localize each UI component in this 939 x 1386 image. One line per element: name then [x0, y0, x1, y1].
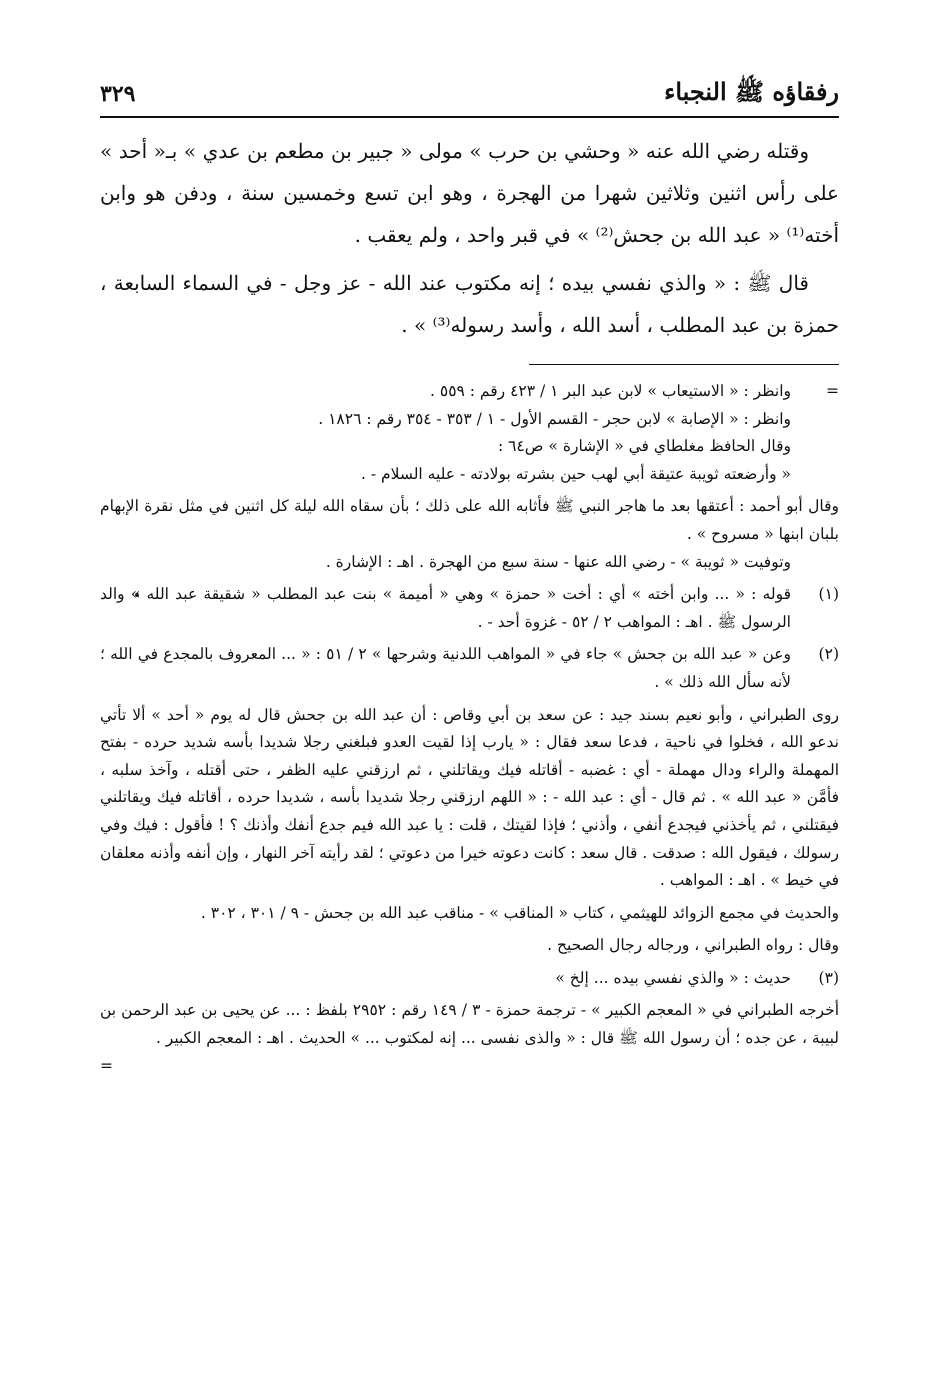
- footnote-text: وقال : رواه الطبراني ، ورجاله رجال الصحيح .: [547, 936, 839, 955]
- page-header: [100, 72, 839, 118]
- footnote-number: (١): [818, 585, 839, 604]
- footnote-continued: [100, 378, 839, 488]
- footnote-text: قوله : « ... وابن أخته » أي : أخت « حمزة » وهي « أميمة » بنت عبد المطلب « شقيقة عبد الله » والد الرسول ﷺ . اهـ : المواهب ٢ / ٥٢ - غزوة أحد - .: [100, 585, 791, 631]
- footnote-3-body: [100, 997, 839, 1080]
- footnote-number: (٣): [818, 968, 839, 987]
- main-text: [100, 130, 839, 352]
- footnote-3: [100, 965, 839, 993]
- footnote-line: وتوفيت « ثويبة » - رضي الله عنها - سنة سبع من الهجرة . اهـ : الإشارة .: [325, 552, 791, 571]
- footnotes: [100, 378, 839, 1085]
- footnote-text: أخرجه الطبراني في « المعجم الكبير » - ترجمة حمزة - ٣ / ١٤٩ رقم : ٢٩٥٢ بلفظ : ... عن يحيى بن عبد الرحمن بن لبيبة ، عن جده ؛ أن رسول الله ﷺ قال : « والذى نفسى ... إنه لمكتوب ... » الحديث . اهـ : المعجم الكبير .: [100, 1001, 839, 1048]
- footnote-continued-block: [100, 493, 839, 576]
- page-number: ٣٢٩: [100, 81, 136, 107]
- footnote-line: وانظر : « الإصابة » لابن حجر - القسم الأول - ١ / ٣٥٣ - ٣٥٤ رقم : ١٨٢٦ .: [318, 409, 791, 428]
- running-title: رفقاؤه ﷺ النجباء: [664, 76, 839, 106]
- footnote-2: [100, 641, 839, 696]
- footnote-1: [100, 581, 839, 636]
- footnote-text: والحديث في مجمع الزوائد للهيثمي ، كتاب « المناقب » - مناقب عبد الله بن جحش - ٩ / ٣٠١ ، ٣٠٢ .: [200, 903, 839, 922]
- footnote-number: (٢): [818, 645, 839, 664]
- continuation-mark: =: [100, 1056, 113, 1075]
- main-paragraph: وقتله رضي الله عنه « وحشي بن حرب » مولى « جبير بن مطعم بن عدي » بـ« أحد » على رأس اثنين وثلاثين شهرا من الهجرة ، وهو ابن تسع وخمسين سنة ، ودفن هو وابن أخته⁽¹⁾ « عبد الله بن جحش⁽²⁾ » في قبر واحد ، ولم يعقب .: [100, 139, 839, 247]
- footnote-text: وعن « عبد الله بن جحش » جاء في « المواهب اللدنية وشرحها » ٢ / ٥١ : « ... المعروف بالمجدع في الله ؛ لأنه سأل الله ذلك » .: [100, 645, 791, 691]
- footnote-text: حديث : « والذي نفسي بيده ... إلخ »: [555, 968, 791, 987]
- footnote-line: وقال أبو أحمد : أعتقها بعد ما هاجر النبي ﷺ فأثابه الله على ذلك ؛ بأن سقاه الله ليلة كل اثنين في مثل نقرة الإبهام بلبان ابنها « مسروح » .: [100, 497, 839, 543]
- footnote-2-body: [100, 702, 839, 960]
- footnote-separator: [529, 364, 839, 365]
- footnote-line: « وأرضعته ثويبة عتيقة أبي لهب حين بشرته بولادته - عليه السلام - .: [361, 464, 791, 483]
- footnote-line: وانظر : « الاستيعاب » لابن عبد البر ١ / ٤٢٣ رقم : ٥٥٩ .: [430, 382, 791, 400]
- footnote-line: وقال الحافظ مغلطاي في « الإشارة » ص٦٤ :: [497, 437, 791, 456]
- main-paragraph: قال ﷺ : « والذي نفسي بيده ؛ إنه مكتوب عند الله - عز وجل - في السماء السابعة ، حمزة بن عبد المطلب ، أسد الله ، وأسد رسوله⁽³⁾ » .: [100, 271, 839, 337]
- footnote-text: روى الطبراني ، وأبو نعيم بسند جيد : عن سعد بن أبي وقاص : أن عبد الله بن جحش قال له يوم « أحد » ألا تأتي ندعو الله ، فخلوا في ناحية ، فدعا سعد فقال : « يارب إذا لقيت العدو فبلغني رجلا شديدا بأسه شديد حرده - بفتح المهملة والراء ودال مهملة - أي : غضبه - أقاتله فيك ويقاتلني ، ثم ارزقني عليه الظفر ، حتى أقتله ، وآخذ سلبه ، فأمَّن « عبد الله » . ثم قال - أي : عبد الله - : « اللهم ارزقني رجلا شديدا بأسه ، شديدا حرده ، أقاتله فيك ويقاتلني فيقتلني ، ثم يأخذني فيجدع أنفي ، وأذني ؛ فإذا لقيتك ، قلت : يا عبد الله فيم جدع أنفك وأذنك ؟ ! فأقول : فيك وفي رسولك ، فيقول الله : صدقت . قال سعد : كانت دعوته خيرا من دعوتي ؛ لقد رأيته آخر النهار ، وإن أنفه وأذنه معلقان في خيط » . اهـ : المواهب .: [100, 705, 839, 890]
- continuation-marker: =: [826, 382, 839, 400]
